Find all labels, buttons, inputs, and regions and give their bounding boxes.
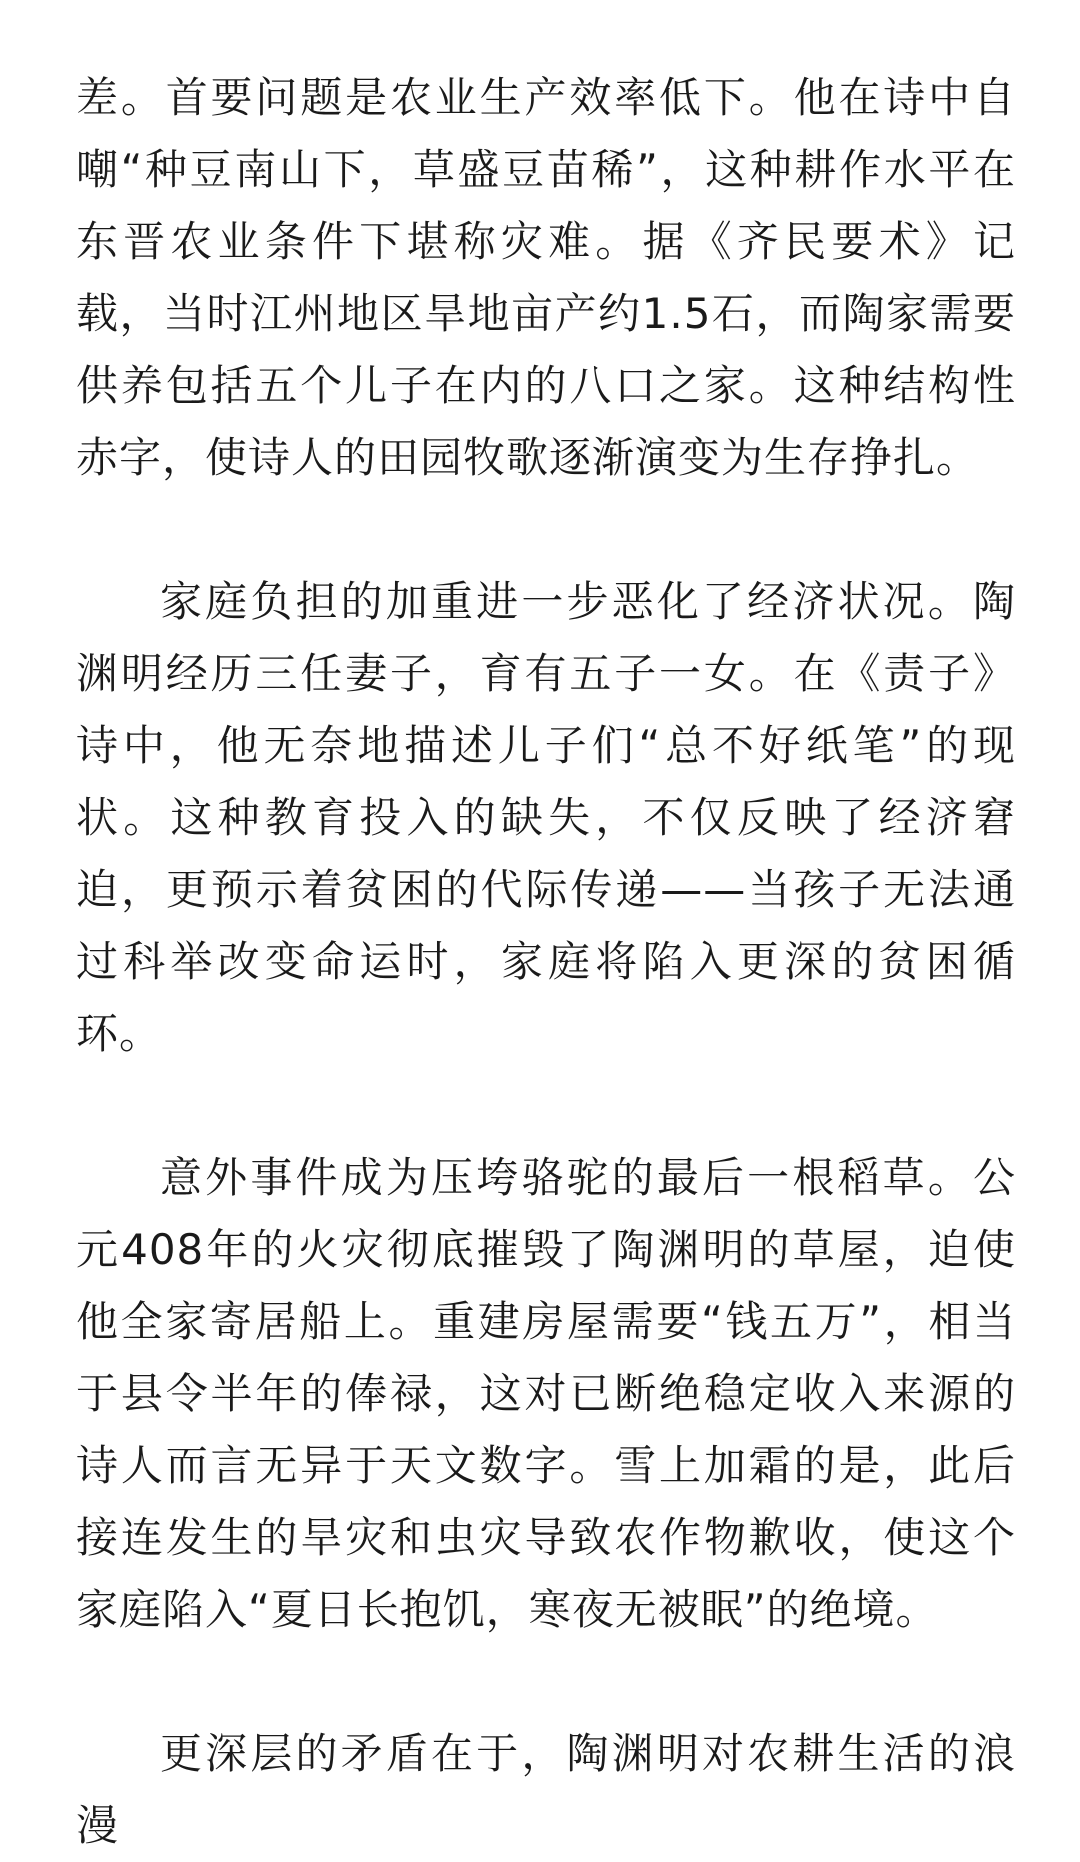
paragraph-deeper-contradiction: 更深层的矛盾在于，陶渊明对农耕生活的浪漫 [76,1729,1016,1850]
paragraph-family-burden: 家庭负担的加重进一步恶化了经济状况。陶渊明经历三任妻子，育有五子一女。在《责子》诗中，他无奈地描述儿子们“总不好纸笔”的现状。这种教育投入的缺失，不仅反映了经济窘迫，更预示着贫困的代际传递——当孩子无法通过科举改变命运时，家庭将陷入更深的贫困循环。 [76,577,1016,1058]
article-body [76,62,1016,1862]
paragraph-continued: 差。首要问题是农业生产效率低下。他在诗中自嘲“种豆南山下，草盛豆苗稀”，这种耕作水平在东晋农业条件下堪称灾难。据《齐民要术》记载，当时江州地区旱地亩产约1.5石，而陶家需要供养包括五个儿子在内的八口之家。这种结构性赤字，使诗人的田园牧歌逐渐演变为生存挣扎。 [76,73,1016,482]
paragraph-accident: 意外事件成为压垮骆驼的最后一根稻草。公元408年的火灾彻底摧毁了陶渊明的草屋，迫使他全家寄居船上。重建房屋需要“钱五万”，相当于县令半年的俸禄，这对已断绝稳定收入来源的诗人而言无异于天文数字。雪上加霜的是，此后接连发生的旱灾和虫灾导致农作物歉收，使这个家庭陷入“夏日长抱饥，寒夜无被眠”的绝境。 [76,1153,1016,1634]
